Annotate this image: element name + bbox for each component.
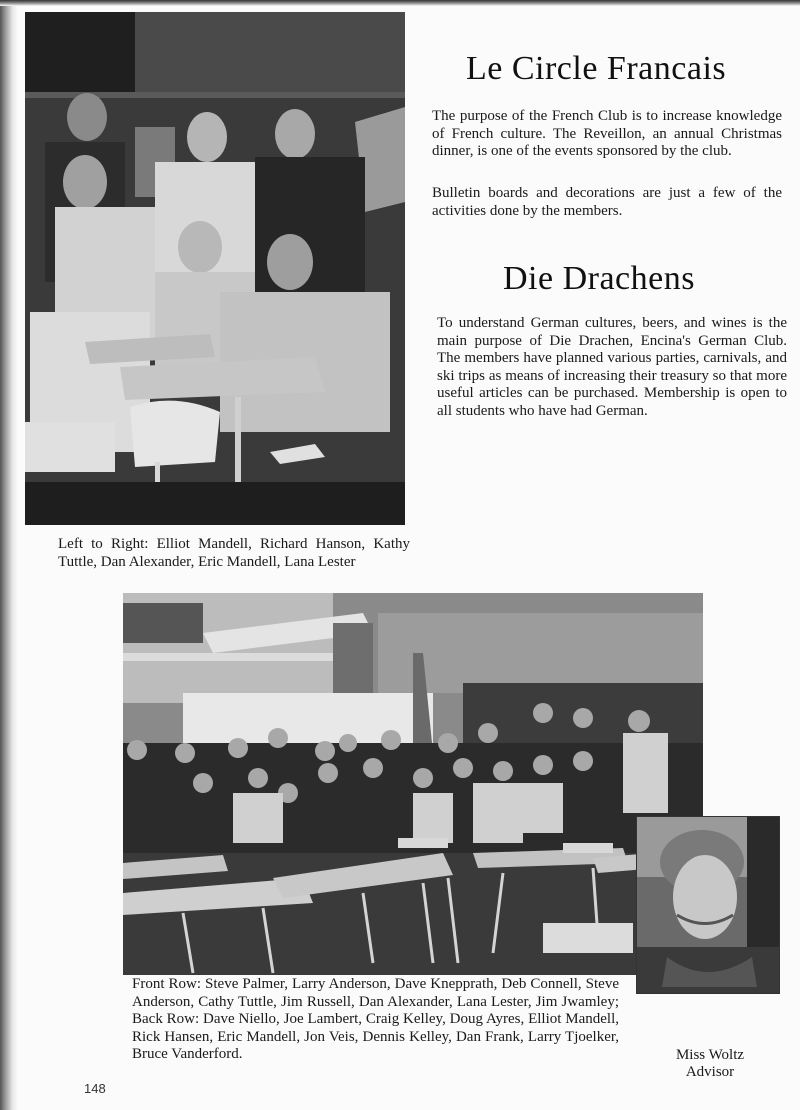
page-top-edge [0, 0, 800, 6]
advisor-role: Advisor [685, 1064, 735, 1080]
german-club-photo [123, 593, 703, 975]
advisor-name: Miss Woltz [675, 1047, 745, 1063]
advisor-photo-image [637, 817, 779, 993]
page-binding-shadow [0, 0, 18, 1110]
german-club-paragraph: To understand German cultures, beers, and wines is the main purpose of Die Drachen, Encina's German Club. The members have planned various parties, carnivals, and ski trips as means of increasing their treasury so that more useful articles can be purchased. Membership is open to all students who have had German. [437, 315, 787, 419]
french-club-photo-caption: Left to Right: Elliot Mandell, Richard Hanson, Kathy Tuttle, Dan Alexander, Eric Mandell, Lana Lester [58, 536, 410, 570]
french-club-photo [25, 12, 405, 525]
french-club-photo-image [25, 12, 405, 525]
french-club-paragraph: Bulletin boards and decorations are just a few of the activities done by the members. [432, 185, 782, 219]
advisor-photo [636, 816, 780, 994]
german-club-heading: Die Drachens [503, 260, 695, 297]
german-club-photo-caption: Front Row: Steve Palmer, Larry Anderson, Dave Knepprath, Deb Connell, Steve Anderson, Cathy Tuttle, Jim Russell, Dan Alexander, Lana Lester, Jim Jwamley; Back Row: Dave Niello, Joe Lambert, Craig Kelley, Doug Ayres, Elliot Mandell, Rick Hansen, Eric Mandell, Jon Veis, Dennis Kelley, Dan Frank, Larry Tjoelker, Bruce Vanderford. [132, 976, 619, 1062]
french-club-heading: Le Circle Francais [466, 50, 727, 87]
page-number: 148 [84, 1081, 106, 1096]
advisor-caption [660, 1047, 760, 1081]
french-club-paragraph: The purpose of the French Club is to increase knowledge of French culture. The Reveillon, an annual Christmas dinner, is one of the events sponsored by the club. [432, 108, 782, 159]
german-club-photo-image [123, 593, 703, 975]
